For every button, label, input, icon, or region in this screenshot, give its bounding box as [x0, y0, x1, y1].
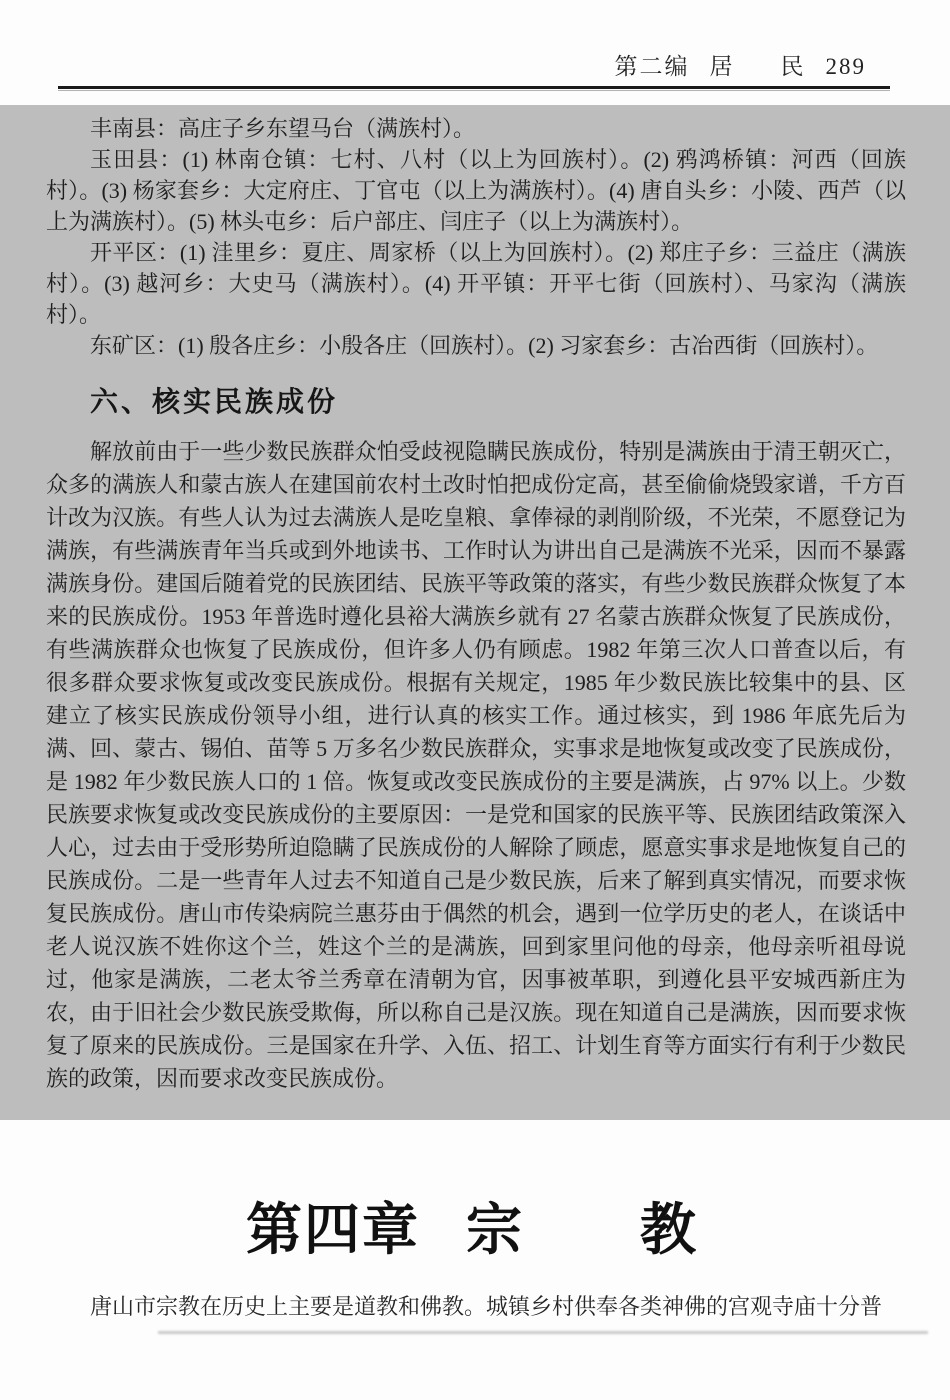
- village-list-paragraph: 开平区：(1) 洼里乡：夏庄、周家桥（以上为回族村）。(2) 郑庄子乡：三益庄（满族村）。(3) 越河乡：大史马（满族村）。(4) 开平镇：开平七街（回族村）、马家沟（满族村）。: [46, 240, 906, 327]
- page-number: 289: [825, 54, 866, 79]
- running-head-title-1: 居: [709, 54, 735, 79]
- chapter-intro-paragraph: 唐山市宗教在历史上主要是道教和佛教。城镇乡村供奉各类神佛的宫观寺庙十分普: [90, 1294, 883, 1319]
- header-rule: [58, 86, 890, 89]
- chapter-title-char-1: 宗: [466, 1200, 524, 1262]
- scanned-text-block: [0, 105, 950, 1120]
- village-list-paragraph: 丰南县：高庄子乡东望马台（满族村）。: [90, 116, 476, 141]
- chapter-title-char-2: 教: [640, 1200, 698, 1262]
- section-body-paragraph: 解放前由于一些少数民族群众怕受歧视隐瞒民族成份，特别是满族由于清王朝灭亡，众多的满族人和蒙古族人在建国前农村土改时怕把成份定高，甚至偷偷烧毁家谱，千方百计改为汉族。有些人认为过去满族人是吃皇粮、拿俸禄的剥削阶级，不光荣，不愿登记为满族，有些满族青年当兵或到外地读书、工作时认为讲出自己是满族不光采，因而不暴露满族身份。建国后随着党的民族团结、民族平等政策的落实，有些少数民族群众恢复了本来的民族成份。1953 年普选时遵化县裕大满族乡就有 27 名蒙古族群众恢复了民族成份，有些满族群众也恢复了民族成份，但许多人仍有顾虑。1982 年第三次人口普查以后，有很多群众要求恢复或改变民族成份。根据有关规定，1985 年少数民族比较集中的县、区建立了核实民族成份领导小组，进行认真的核实工作。通过核实，到 1986 年底先后为满、回、蒙古、锡伯、苗等 5 万多名少数民族群众，实事求是地恢复或改变了民族成份，是 1982 年少数民族人口的 1 倍。恢复或改变民族成份的主要是满族，占 97% 以上。少数民族要求恢复或改变民族成份的主要原因：一是党和国家的民族平等、民族团结政策深入人心，过去由于受形势所迫隐瞒了民族成份的人解除了顾虑，愿意实事求是地恢复自己的民族成份。二是一些青年人过去不知道自己是少数民族，后来了解到真实情况，而要求恢复民族成份。唐山市传染病院兰惠芬由于偶然的机会，遇到一位学历史的老人，在谈话中老人说汉族不姓你这个兰，姓这个兰的是满族，回到家里问他的母亲，他母亲听祖母说过，他家是满族，二老太爷兰秀章在清朝为官，因事被革职，到遵化县平安城西新庄为农，由于旧社会少数民族受欺侮，所以称自己是汉族。现在知道自己是满族，因而要求恢复了原来的民族成份。三是国家在升学、入伍、招工、计划生育等方面实行有利于少数民族的政策，因而要求改变民族成份。: [46, 439, 906, 1091]
- village-list-paragraph: 玉田县：(1) 林南仓镇：七村、八村（以上为回族村）。(2) 鸦鸿桥镇：河西（回族村）。(3) 杨家套乡：大定府庄、丁官屯（以上为满族村）。(4) 唐自头乡：小陵、西芦（以上为满族村）。(5) 林头屯乡：后户部庄、闫庄子（以上为满族村）。: [46, 147, 906, 234]
- running-head: [615, 48, 867, 81]
- running-head-title-2: 民: [780, 54, 806, 79]
- section-heading: 六、核实民族成份: [90, 386, 339, 417]
- village-list-paragraph: 东矿区：(1) 殷各庄乡：小殷各庄（回族村）。(2) 习家套乡：古冶西街（回族村）。: [90, 333, 879, 358]
- chapter-label: 第四章: [246, 1200, 420, 1262]
- chapter-heading: [246, 1186, 698, 1266]
- running-head-section: 第二编: [614, 54, 690, 79]
- scan-artifact-smudge: [158, 1331, 928, 1334]
